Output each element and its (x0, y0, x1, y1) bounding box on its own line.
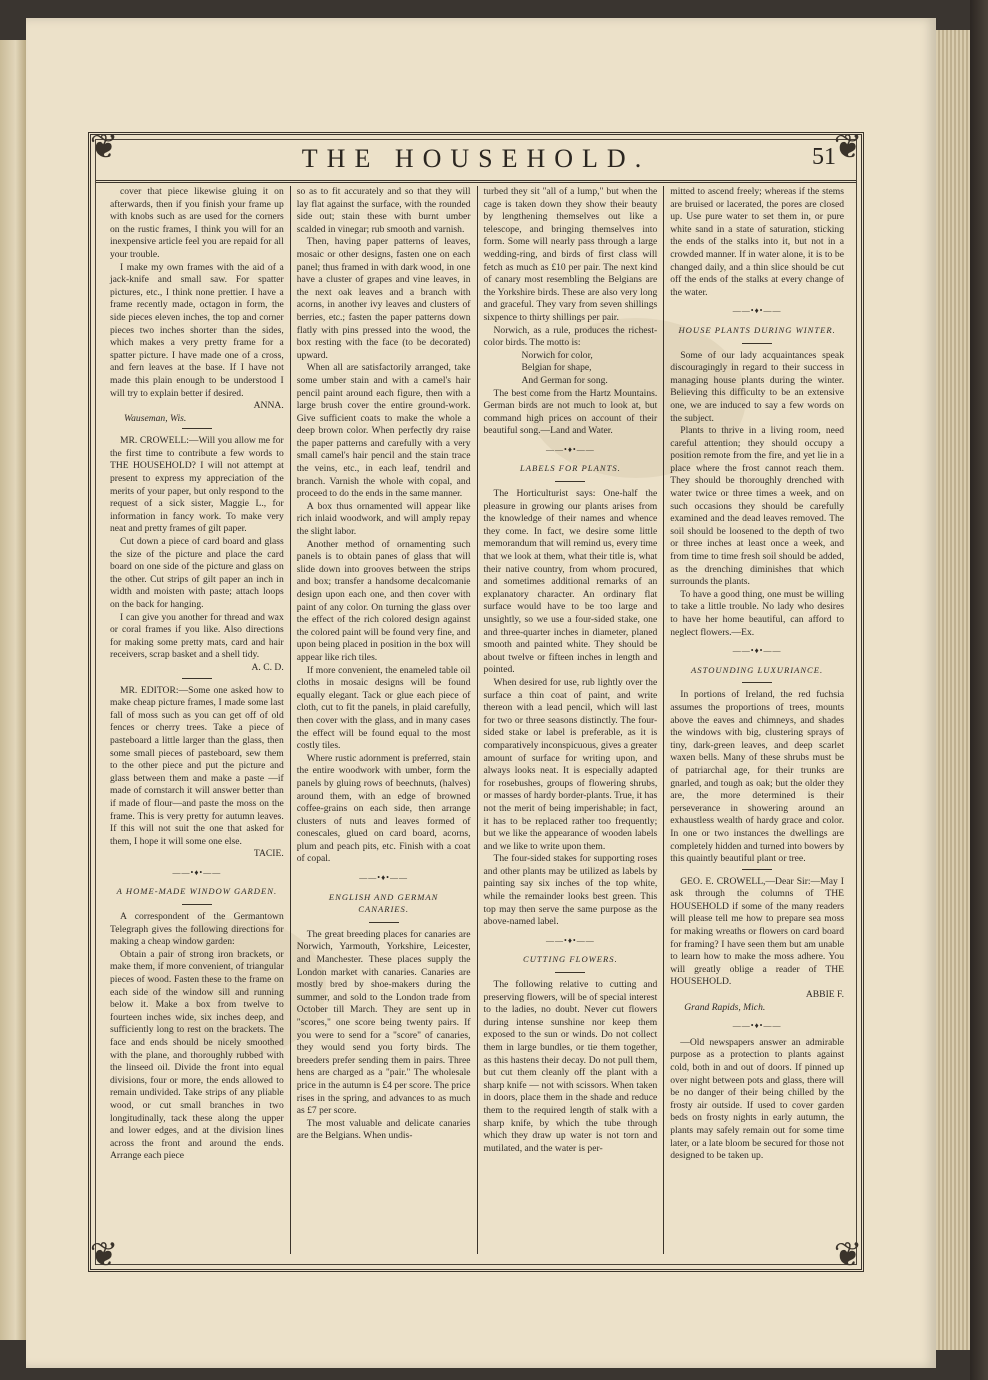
separator: ——•♦•—— (172, 867, 222, 877)
separator: ——•♦•—— (359, 873, 408, 883)
paragraph: MR. EDITOR:—Some one asked how to make cheap picture frames, I made some last fall of moss such as you can get off of old fences or cherry trees. Take a piece of pasteboard a little larger than the glass, then some small pieces of pasteboard, sew them to the other piece and put the picture and glass between them and make a paste —if made of cornstarch it will answer better than if made of flour—and paste the moss on the frame. This is very pretty for autumn leaves. If this will not suit the one that asked for them, I hope it will some one else. (110, 684, 284, 847)
page-number: 51 (812, 144, 836, 170)
paragraph: If more convenient, the enameled table oil cloths in mosaic designs will be found equally elegant. Tack or glue each piece of cloth, cut to fit the panels, in plaid carefully, then cover with the glass, and in many cases the effect will be found equal to the most costly tiles. (296, 664, 471, 752)
byline-place: Wauseman, Wis. (124, 412, 187, 424)
paragraph: Some of our lady acquaintances speak discouragingly in regard to their success in managing house plants during the winter. Believing this difficulty to be an extensive one, we are induced to say a few words on the subject. (670, 349, 844, 424)
column-2 (290, 186, 477, 1254)
paragraph: turbed they sit "all of a lump," but when the cage is taken down they show their beauty by lengthening themselves out like a telescope, and bringing themselves into form. Some will nearly pass through a large wedding-ring, and birds of first class will fetch as much as £10 per pair. The next kind of canary most resembling the Belgians are the Yorkshire birds. These are also very long and graceful. They vary from seven shillings sixpence to thirty shillings per pair. (483, 186, 658, 323)
separator: ——•♦•—— (732, 306, 782, 316)
paragraph: Then, having paper patterns of leaves, mosaic or other designs, fasten one on each panel; thus framed in with dark wood, in one have a cluster of grapes and vine leaves, in the next oak leaves and a branch with acorns, in another ivy leaves and clusters of berries, etc.; fasten the paper patterns down flatly with pins pressed into the wood, the box resting with the face (to be decorated) upward. (296, 236, 471, 361)
divider (182, 428, 212, 429)
paragraph: The following relative to cutting and preserving flowers, will be of special interest to the ladies, no doubt. Never cut flowers during intense sunshine nor keep them exposed to the sun or winds. Do not collect them in large bundles, or tie them together, as this hastens their decay. Do not pull them, but cut them cleanly off the plant with a sharp knife — not with scissors. When taken in doors, place them in the shade and reduce them to the required length of stalk with a sharp knife, by which the tube through which they draw up water is not torn and mutilated, and the water is per- (483, 979, 658, 1154)
byline-place: Grand Rapids, Mich. (684, 1001, 766, 1013)
paragraph: To have a good thing, one must be willing to take a little trouble. No lady who desires to have her home beautiful, can afford to neglect flowers.—Ex. (670, 588, 844, 638)
divider (369, 922, 399, 923)
text-columns (104, 186, 850, 1256)
paragraph: so as to fit accurately and so that they will lay flat against the surface, with the rounded side out; stain these with burnt umber scalded in vinegar; rub smooth and varnish. (296, 186, 471, 235)
paragraph: —Old newspapers answer an admirable purpose as a protection to plants against cold, both in and out of doors. If pinned up over night between pots and glass, there will be no danger of their being chilled by the frosty air outside. If used to cover garden beds on frosty nights in early autumn, the plants may safely remain out for some time later, or a late bloom be secured for those not designed to be taken up. (670, 1036, 844, 1162)
divider (182, 904, 212, 905)
running-header (96, 140, 856, 183)
paragraph: The Horticulturist says: One-half the pleasure in growing our plants arises from the knowledge of their names and whence they come. In fact, we desire some little memorandum that will remind us, every time that we look at them, what their title is, what their native country, from whom procured, and sometimes additional remarks of an explanatory character. An ordinary flat surface would have to be too large and unsightly, so we use a four-sided stake, one and three-quarter inches in diameter, planed smooth and painted white. They should be about twelve or fifteen inches in length and pointed. (483, 488, 658, 676)
divider (555, 972, 585, 973)
paragraph: Norwich, as a rule, produces the richest-color birds. The motto is: (483, 324, 658, 349)
paragraph: When desired for use, rub lightly over the surface a thin coat of paint, and write thereon with a lead pencil, which will last for two or three seasons distinctly. The four-sided stake or label is preferable, as it is comparatively inconspicuous, gives a greater amount of surface for writing upon, and always looks neat. It is especially adapted for rosebushes, groups of flowering shrubs, or masses of hardy border-plants. True, it has not the merit of being imperishable; in fact, it has to be replaced rather too frequently; but we like the appearance of wooden labels and we like to write upon them. (483, 676, 658, 852)
separator: ——•♦•—— (546, 935, 595, 945)
facing-page-edge (0, 40, 28, 1340)
paragraph: I make my own frames with the aid of a jack-knife and small saw. For spatter pictures, etc., I think none prettier. I have a frame recently made, octagon in form, the side pieces eleven inches, the top and corner pieces two inches shorter than the sides, which makes a very pretty frame for a spatter picture. I have made one of a cross, and fern leaves at the base. If I have not made this plain enough to be understood I will try to explain better if desired. (110, 261, 284, 399)
corner-ornament-icon: ❦ (89, 1237, 119, 1274)
column-4 (663, 186, 850, 1254)
corner-ornament-icon: ❦ (833, 129, 863, 166)
paragraph: The great breeding places for canaries are Norwich, Yarmouth, Yorkshire, Leicester, and Manchester. These places supply the London market with canaries. Canaries are mostly bred by shoe-makers during the summer, and sold to the London trade from October till March. They are sent up in "scores," one score being twenty pairs. If you were to send for a "score" of canaries, they would send you forty birds. The breeders prefer sending them in pairs. Three hens are charged as a "pair." The wholesale price in the autumn is £4 per score. The price rises in the spring, and advances to as much as £7 per score. (296, 928, 471, 1117)
divider (742, 869, 772, 870)
paragraph: GEO. E. CROWELL,—Dear Sir:—May I ask through the columns of THE HOUSEHOLD if some of the many readers will please tell me how to prepare sea moss for making wreaths or flowers on card board for framing? I have seen them but am unable to learn how to make the moss adhere. You will greatly oblige a reader of THE HOUSEHOLD. (670, 875, 844, 988)
divider (555, 481, 585, 482)
paragraph: Another method of ornamenting such panels is to obtain panes of glass that will slide down into grooves between the strips and box; transfer a handsome decalcomanie design upon each one, and then cover with paint of any color. On turning the glass over the effect of the rich colored design against the colored paint will be found very fine, and upon being placed in position in the box will appear like rich tiles. (296, 538, 471, 663)
book-spine (970, 0, 988, 1380)
poem-line: Norwich for color, (521, 349, 593, 361)
separator: ——•♦•—— (732, 1021, 782, 1031)
article-heading: HOUSE PLANTS DURING WINTER. (678, 324, 836, 335)
article-heading: A HOME-MADE WINDOW GARDEN. (116, 886, 278, 897)
divider (742, 343, 772, 344)
column-1 (104, 186, 290, 1254)
article-heading: LABELS FOR PLANTS. (519, 463, 621, 474)
signature: TACIE. (253, 848, 284, 860)
corner-ornament-icon: ❦ (833, 1237, 863, 1274)
paragraph: Where rustic adornment is preferred, stain the entire woodwork with umber, form the panels by gluing rows of beechnuts, (halves) around them, with an edge of browned coffee-grains on each side, then arrange clusters of nuts and leaves formed of conescales, glued on card board, acorns, plum and peach pits, etc. Finish with a coat of copal. (296, 752, 471, 865)
paragraph: Plants to thrive in a living room, need careful attention; they should occupy a position remote from the fire, and yet lie in a place where the frost cannot reach them. They should be thoroughly drenched with water twice or three times a week, and on such occasions they should be carefully examined and the dead leaves removed. The soil should be loosened to the depth of two or three inches at least once a week, and from time to time fresh soil should be added, as the drenching diminishes that which surrounds the plants. (670, 425, 844, 588)
corner-ornament-icon: ❦ (89, 129, 119, 166)
paragraph: cover that piece likewise gluing it on afterwards, then if you finish your frame up with knobs such as are used for the corners on the rustic frames, I think you will for an inexpensive article feel you are repaid for all your trouble. (110, 186, 284, 260)
paragraph: I can give you another for thread and wax or coral frames if you like. Also directions for making some pretty mats, card and hair receivers, scrap basket and a shell tidy. (110, 611, 284, 661)
signature: ABBIE F. (805, 989, 844, 1001)
page-title: THE HOUSEHOLD. (301, 144, 651, 173)
paragraph: MR. CROWELL:—Will you allow me for the first time to contribute a few words to THE HOUSEHOLD? I will not attempt at present to express my appreciation of the merits of your paper, but only respond to the request of a sick sister, Maggie L., for information in fancy work. To make very neat and pretty frames of gilt paper. (110, 435, 284, 535)
paragraph: The most valuable and delicate canaries are the Belgians. When undis- (296, 1117, 471, 1142)
separator: ——•♦•—— (732, 646, 782, 656)
divider (742, 682, 772, 683)
paragraph: A box thus ornamented will appear like rich inlaid woodwork, and will amply repay the slight labor. (296, 500, 471, 538)
paragraph: Obtain a pair of strong iron brackets, or make them, if more convenient, of triangular pieces of wood. Fasten these to the frame on each side of the window sill and running below it. Make a box from twelve to fourteen inches wide, six inches deep, and sufficiently long to rest on the brackets. The face and ends should be nicely smoothed with the plane, and thoroughly rubbed with the linseed oil. Divide the front into equal divisions, four or more, the ends allowed to remain undivided. Take strips of any pliable wood, or cut small branches in two longitudinally, tack these along the upper and lower edges, and at the division lines across the front and around the ends. Arrange each piece (110, 948, 284, 1162)
signature: ANNA. (253, 400, 284, 412)
divider (182, 678, 212, 679)
page-stack-edge (936, 30, 970, 1350)
column-3 (477, 186, 664, 1254)
paragraph: Cut down a piece of card board and glass the size of the picture and place the card board on one side of the picture and glass on the other. Cut strips of gilt paper an inch in width and moisten with paste; attach loops on the back for hanging. (110, 536, 284, 610)
poem-line: And German for song. (521, 374, 608, 386)
paragraph: mitted to ascend freely; whereas if the stems are bruised or lacerated, the pores are closed up. Use pure water to set them in, or pure white sand in a state of saturation, sticking the ends of the stalks into it, but not in a crowded manner. If in water alone, it is to be changed daily, and a thin slice should be cut off the ends of the stalks at every change of the water. (670, 186, 844, 298)
paragraph: The four-sided stakes for supporting roses and other plants may be utilized as labels by painting say six inches of the top white, while the remainder looks best green. This top may then serve the same purpose as the above-named label. (483, 853, 658, 928)
article-heading: CUTTING FLOWERS. (522, 954, 618, 965)
paragraph: In portions of Ireland, the red fuchsia assumes the proportions of trees, mounts above the eaves and chimneys, and shades the windows with big, clustering sprays of tiny, dark-green leaves, and deep scarlet waxen bells. Many of these shrubs must be of patriarchal age, for their trunks are gnarled, and tough as oak; but the older they are, the more determined is their perseverance in showering around an exhaustless wealth of hardy grace and color. In one or two instances the dwellings are completely hidden and turned into bowers by this quaintly beautiful plant or tree. (670, 689, 844, 865)
article-heading: ASTOUNDING LUXURIANCE. (691, 664, 824, 675)
paragraph: When all are satisfactorily arranged, take some umber stain and with a camel's hair pencil paint around each figure, then with a large brush cover the entire ground-work. Give sufficient coats to make the whole a deep brown color. When perfectly dry raise the paper patterns and carefully with a very small camel's hair pencil and the stain trace the veins, etc., in each leaf, tendril and branch. Varnish the whole with copal, and proceed to do the ends in the same manner. (296, 362, 471, 500)
paragraph: A correspondent of the Germantown Telegraph gives the following directions for making a cheap window garden: (110, 911, 284, 948)
separator: ——•♦•—— (546, 444, 595, 454)
signature: A. C. D. (251, 661, 284, 673)
article-heading: ENGLISH AND GERMAN CANARIES. (328, 891, 439, 915)
paragraph: The best come from the Hartz Mountains. German birds are not much to look at, but command high prices on account of their beautiful song.—Land and Water. (483, 387, 658, 437)
poem-line: Belgian for shape, (521, 362, 592, 374)
